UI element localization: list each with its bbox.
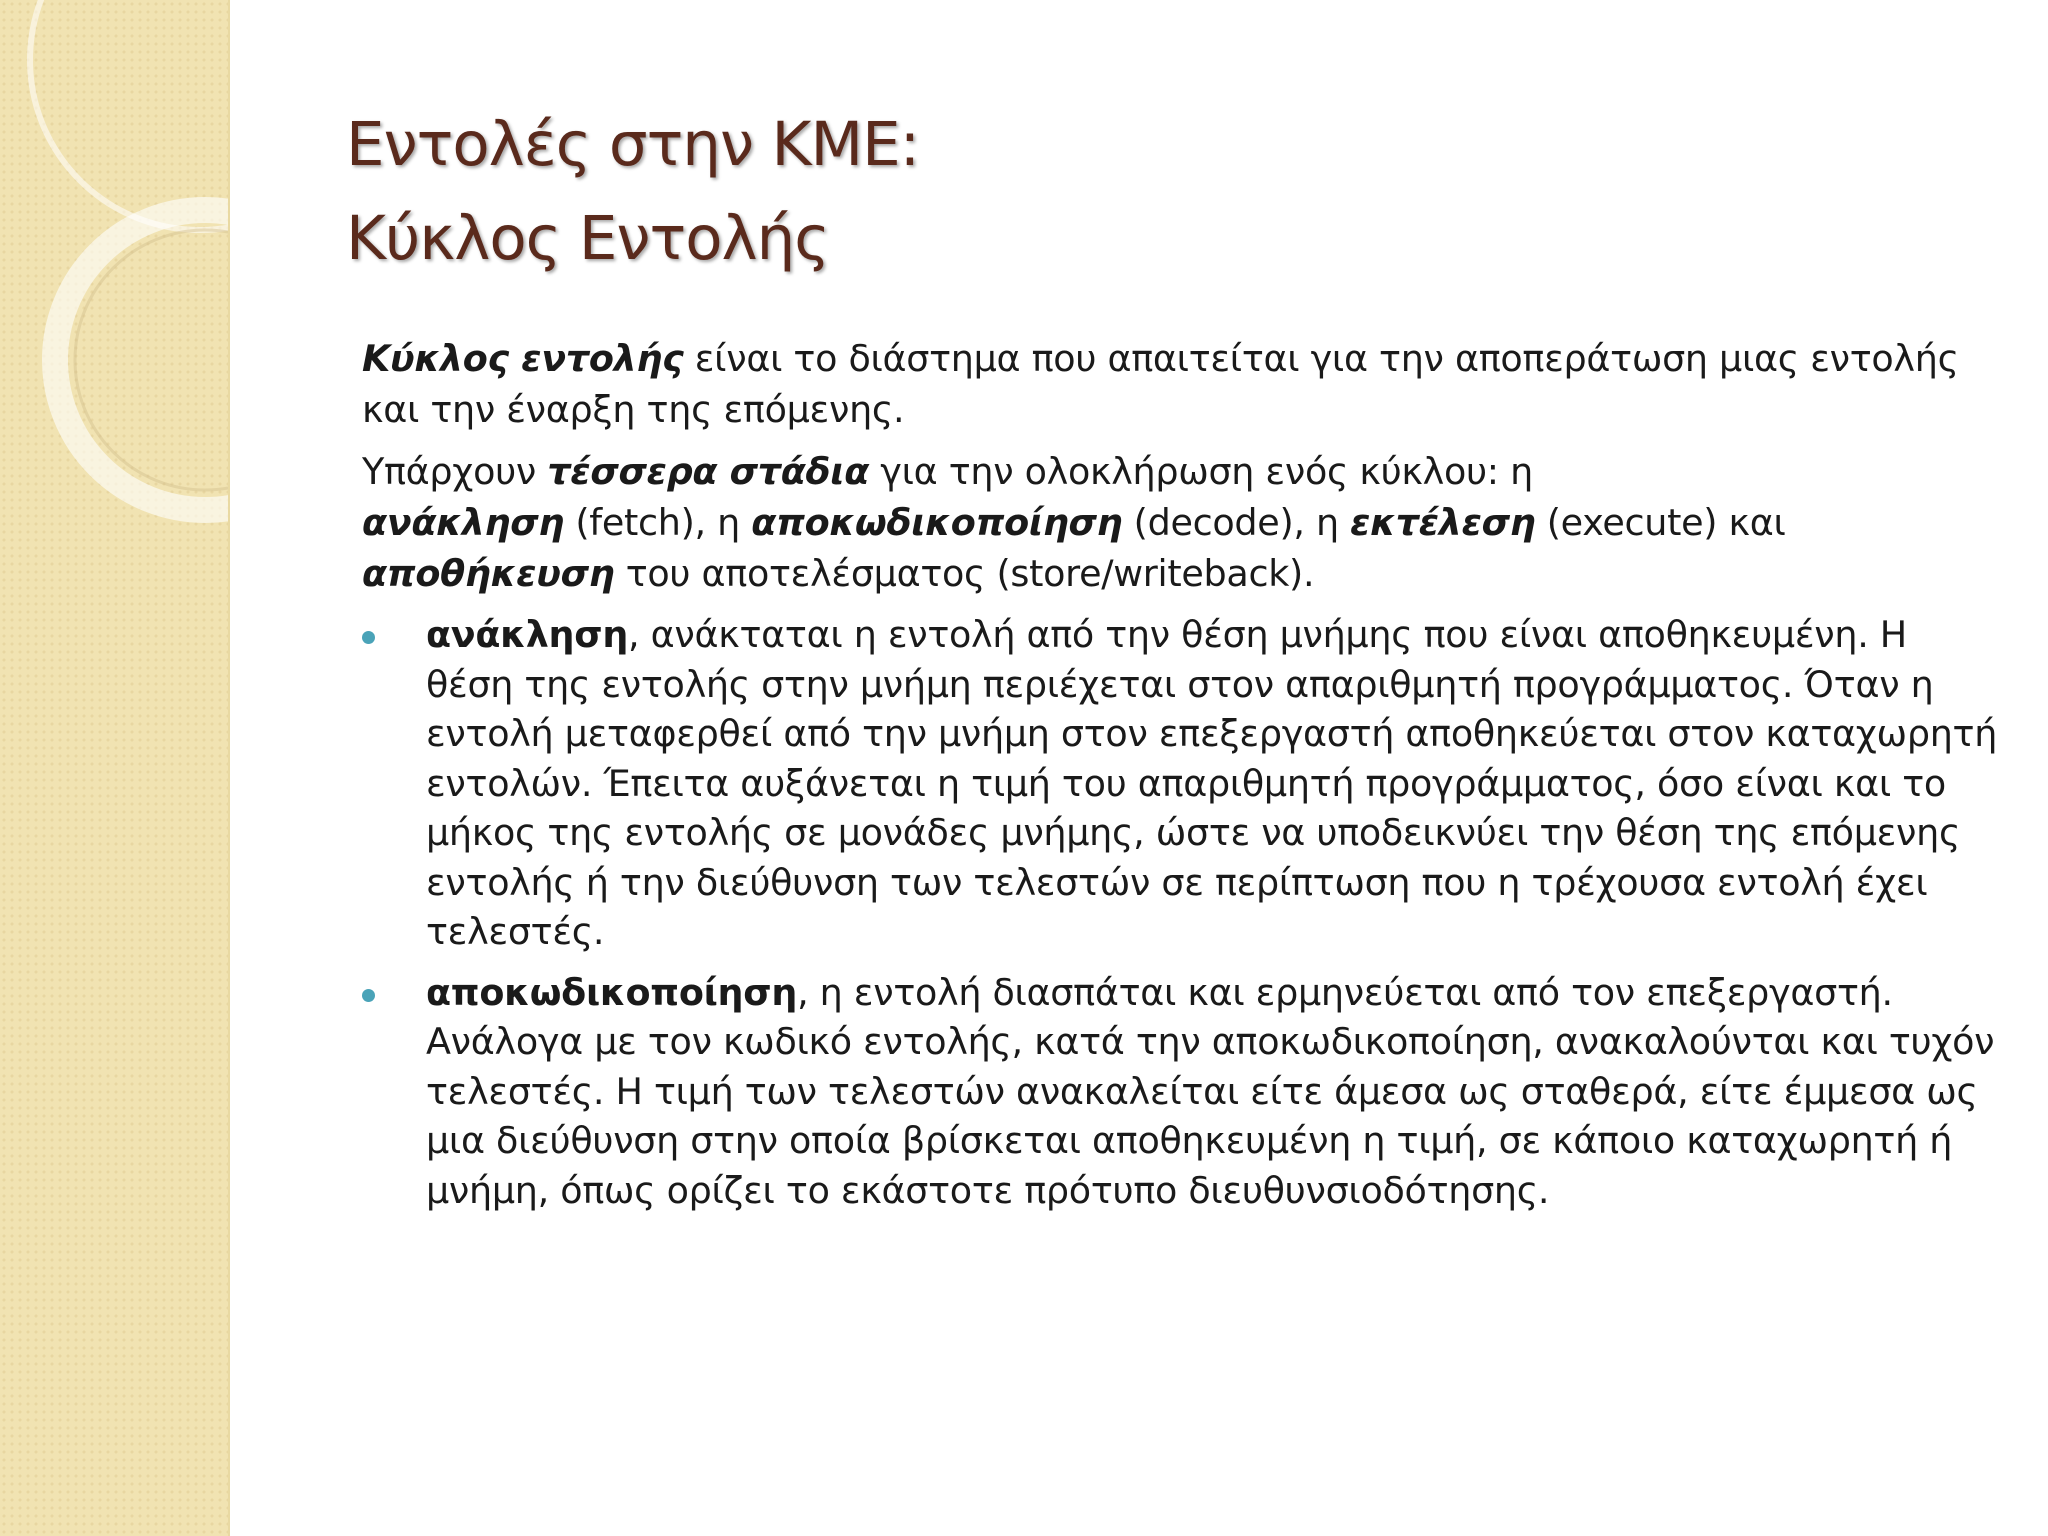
decorative-ring-thick — [55, 210, 228, 510]
slide-content — [228, 0, 2048, 1536]
bullet-text: , ανάκταται η εντολή από την θέση μνήμης που είναι αποθηκευμένη. Η θέση της εντολής στην μνήμη περιέχεται στον απαριθμητή προγράμματος. Όταν η εντολή μεταφερθεί από την μνήμη στον επεξεργαστή αποθηκεύεται στον καταχωρητή εντολών. Έπειτα αυξάνεται η τιμή του απαριθμητή προγράμματος, όσο είναι και το μήκος της εντολής σε μονάδες μνήμης, ώστε να υποδεικνύει την θέση της επόμενης εντολής ή την διεύθυνση των τελεστών σε περίπτωση που η τρέχουσα εντολή έχει τελεστές. — [426, 613, 1998, 953]
stages-text-3: (fetch), η — [564, 501, 752, 544]
intro-paragraph — [362, 333, 2002, 435]
stages-text-6: του αποτελέσματος (store/writeback). — [614, 552, 1315, 595]
stages-text-1: Υπάρχουν — [362, 450, 548, 493]
bullet-list — [362, 610, 2002, 1215]
list-item — [362, 968, 2002, 1216]
stages-text-5: (execute) και — [1535, 501, 1786, 544]
decorative-side-band — [0, 0, 230, 1536]
stages-term-2: ανάκληση — [362, 501, 565, 544]
stages-paragraph — [362, 446, 2002, 599]
decorative-ring-large — [30, 0, 228, 230]
bullet-dot-icon — [362, 631, 375, 644]
stages-term-5: αποθήκευση — [362, 552, 615, 595]
slide-body — [362, 333, 2002, 1226]
bullet-term: αποκωδικοποίηση — [426, 970, 798, 1014]
bullet-term: ανάκληση — [426, 613, 629, 656]
stages-text-4: (decode), η — [1122, 501, 1351, 544]
bullet-dot-icon — [362, 989, 375, 1002]
stages-term-3: αποκωδικοποίηση — [751, 501, 1123, 544]
slide-title-line1: Εντολές στην ΚΜΕ: — [346, 109, 920, 180]
intro-term: Κύκλος εντολής — [362, 337, 684, 380]
intro-text: είναι το διάστημα που απαιτείται για την αποπεράτωση μιας εντολής και την έναρξη της επόμενης. — [362, 337, 1959, 431]
decorative-rings — [0, 0, 228, 1536]
list-item — [362, 610, 2002, 957]
stages-text-2: για την ολοκλήρωση ενός κύκλου: η — [869, 450, 1533, 493]
stages-term-1: τέσσερα στάδια — [547, 450, 869, 493]
slide-title-line2: Κύκλος Εντολής — [346, 203, 830, 274]
slide-title — [346, 98, 919, 286]
stages-term-4: εκτέλεση — [1350, 501, 1536, 544]
bullet-text: , η εντολή διασπάται και ερμηνεύεται από τον επεξεργαστή. Ανάλογα με τον κωδικό εντολής, κατά την αποκωδικοποίηση, ανακαλούνται και τυχόν τελεστές. Η τιμή των τελεστών ανακαλείται είτε άμεσα ως σταθερά, είτε έμμεσα ως μια διεύθυνση στην οποία βρίσκεται αποθηκευμένη η τιμή, σε κάποιο καταχωρητή ή μνήμη, όπως ορίζει το εκάστοτε πρότυπο διευθυνσιοδότησης. — [426, 970, 1995, 1212]
